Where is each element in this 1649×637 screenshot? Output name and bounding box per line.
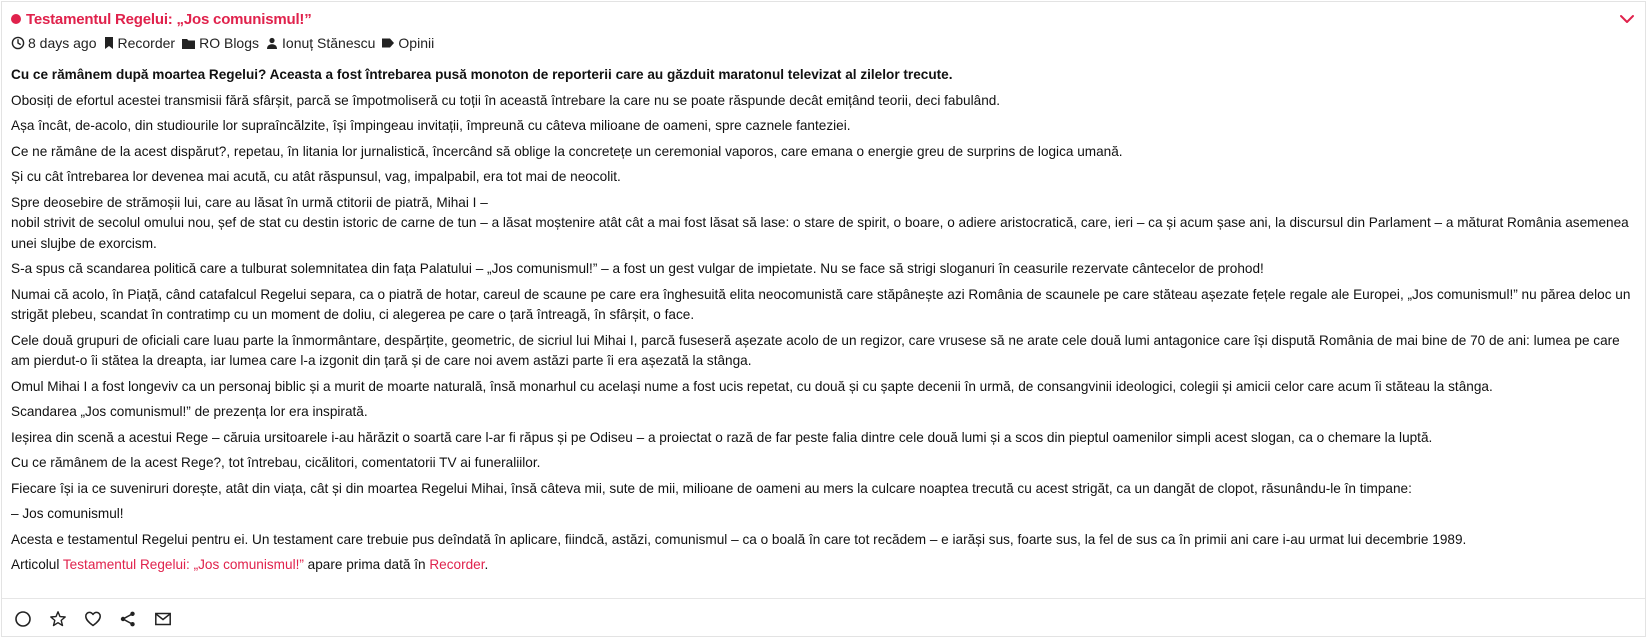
- footer-article-link[interactable]: Testamentul Regelui: „Jos comunismul!”: [62, 557, 304, 572]
- footer-middle: apare prima dată în: [303, 557, 430, 572]
- meta-tag-text: Opinii: [398, 35, 435, 51]
- folder-icon: [181, 37, 196, 50]
- article-paragraph: Acesta e testamentul Regelui pentru ei. Un testament care trebuie pus deîndată în aplicare, fiindcă, astăzi, comunismul – ca o boală în care tot recădem – e iarăși sus, foarte sus, la fel de sus ca în primii ani care i-au urmat lui decembrie 1989.: [11, 531, 1467, 547]
- heart-icon[interactable]: [83, 609, 103, 629]
- article-actions: [13, 609, 188, 629]
- meta-time: [11, 35, 97, 51]
- article-paragraph: Cele două grupuri de oficiali care luau parte la înmormântare, despărțite, geometric, de sicriul lui Mihai I, parcă fuseseră așezate acolo de un regizor, care vrusese să ne arate cele două lumi antagonice care își dispută România de mai bine de 70 de ani: lumea pe care am pierdut-o îi stătea la dreapta, iar lumea care l-a izgonit din țară și de care noi avem astăzi parte îi era așezată la stânga.: [11, 332, 1620, 368]
- article-paragraph: S-a spus că scandarea politică care a tulburat solemnitatea din fața Palatului – „Jos comunismul!” – a fost un gest vulgar de impietate. Nu se face să strigi sloganuri în ceasurile rezervate cântecelor de prohod!: [11, 261, 1264, 276]
- article-paragraph: nobil strivit de secolul omului nou, șef de stat cu destin istoric de carne de tun – a lăsat moștenire atât cât a mai fost lăsat să lase: o stare de spirit, o boare, o adiere aristocratică, care, ieri – ca și acum șase ani, la discursul din Parlament – a măturat România asemenea unei slujbe de exorcism.: [11, 215, 1629, 251]
- share-icon[interactable]: [118, 609, 138, 629]
- bookmark-icon: [103, 36, 115, 50]
- article-paragraph: Spre deosebire de strămoșii lui, care au lăsat în urmă ctitorii de piatră, Mihai I –: [11, 194, 488, 210]
- meta-source-text: Recorder: [117, 35, 176, 51]
- meta-category[interactable]: [181, 35, 259, 51]
- meta-author[interactable]: [265, 35, 375, 51]
- article-paragraph: Scandarea „Jos comunismul!” de prezența lor era inspirată.: [11, 404, 368, 419]
- article-meta: [11, 33, 440, 53]
- chevron-down-icon[interactable]: [1618, 10, 1636, 28]
- tag-icon: [381, 37, 395, 49]
- meta-category-text: RO Blogs: [199, 35, 260, 51]
- article-footer: [11, 555, 1639, 576]
- article-paragraph: Ce ne rămâne de la acest dispărut?, repetau, în litania lor jurnalistică, încercând să oblige la concretețe un ceremonial vaporos, care emana o energie greu de surprins de logica umană.: [11, 143, 1123, 159]
- clock-icon: [11, 36, 25, 50]
- article-paragraph: Cu ce rămânem după moartea Regelui? Aceasta a fost întrebarea pusă monoton de reporterii care au găzduit maratonul televizat al zilelor trecute.: [11, 67, 953, 82]
- article-paragraph: Așa încât, de-acolo, din studiourile lor supraîncălzite, își împingeau invitații, împreună cu câteva milioane de oameni, spre caznele fanteziei.: [11, 118, 851, 133]
- footer-prefix: Articolul: [11, 557, 63, 572]
- mark-read-icon[interactable]: [13, 609, 33, 629]
- article-paragraph: Ieșirea din scenă a acestui Rege – căruia ursitoarele i-au hărăzit o soartă care l-ar fi răpus și pe Odiseu – a proiectat o rază de far peste falia dintre cele două lumi și a scos din pieptul oamenilor simpli acest slogan, ca o chemare la luptă.: [11, 429, 1433, 445]
- mail-icon[interactable]: [153, 609, 173, 629]
- article-body: [11, 65, 1639, 581]
- article-paragraph: Numai că acolo, în Piață, când catafalcul Regelui separa, ca o piatră de hotar, careul de scaune pe care era înghesuită elita neocomunistă care stăpânește azi România de scaunele pe care stăteau așezate fețele regale ale Europei, „Jos comunismul!” nu părea deloc un strigăt plebeu, scandat în contratimp cu un moment de doliu, ci alegerea pe care o țară întreagă, în sfârșit, o face.: [11, 286, 1631, 322]
- star-icon[interactable]: [48, 609, 68, 629]
- meta-author-text: Ionuț Stănescu: [282, 35, 376, 51]
- article-paragraph: – Jos comunismul!: [11, 506, 124, 521]
- unread-dot-icon: [11, 14, 21, 24]
- article-paragraph: Fiecare își ia ce suveniruri dorește, atât din viața, cât și din moartea Regelui Mihai, însă câteva mii, sute de mii, milioane de oameni au mers la culcare noaptea trecută cu acest strigăt, ca un dangăt de clopot, răsunându-le în timpane:: [11, 480, 1412, 496]
- article-paragraph: Și cu cât întrebarea lor devenea mai acută, cu atât răspunsul, vag, impalpabil, era tot mai de neocolit.: [11, 169, 621, 184]
- article-card: [1, 1, 1646, 637]
- article-header: [11, 8, 1636, 30]
- meta-tag[interactable]: [381, 35, 434, 51]
- meta-time-text: 8 days ago: [28, 35, 97, 51]
- meta-source[interactable]: [103, 35, 176, 51]
- article-paragraph: Cu ce rămânem de la acest Rege?, tot întrebau, cicălitori, comentatorii TV ai funeraliilor.: [11, 455, 541, 470]
- divider: [2, 598, 1645, 599]
- footer-suffix: .: [484, 557, 489, 572]
- article-title[interactable]: Testamentul Regelui: „Jos comunismul!”: [26, 10, 312, 28]
- article-paragraph: Omul Mihai I a fost longeviv ca un personaj biblic și a murit de moarte naturală, însă monarhul cu același nume a fost ucis repetat, cu două și cu șapte decenii în urmă, de consangvinii ideologici, colegii și amicii celor care acum îi stăteau la stânga.: [11, 378, 1493, 394]
- footer-source-link[interactable]: Recorder: [429, 557, 485, 572]
- person-icon: [265, 36, 279, 50]
- article-paragraph: Obosiți de efortul acestei transmisii fără sfârșit, parcă se împotmoliseră cu toții în această întrebare la care nu se poate răspunde decât emițând teorii, deci fabulând.: [11, 92, 1001, 108]
